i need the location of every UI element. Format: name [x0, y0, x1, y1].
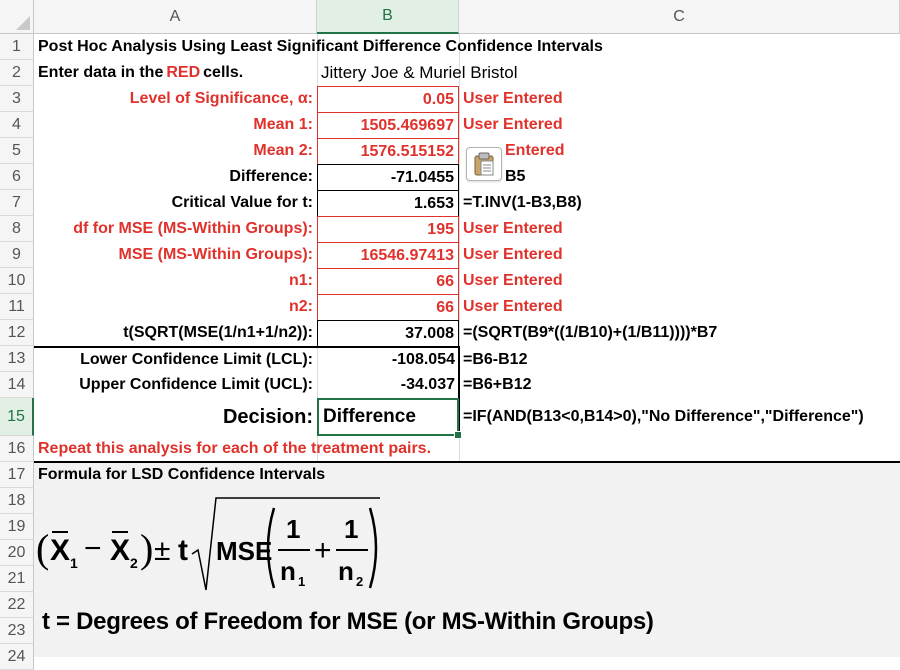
cell-b15-selected[interactable]: Difference [317, 398, 459, 436]
row-header[interactable]: 8 [0, 216, 34, 242]
cell-a2[interactable] [34, 60, 243, 86]
formula-dsub2: 2 [356, 574, 364, 589]
instruction-text-end: cells. [203, 64, 244, 81]
select-all-corner[interactable] [0, 0, 34, 34]
column-header-a[interactable]: A [34, 0, 317, 34]
cell-b8[interactable]: 195 [317, 216, 459, 243]
paste-options-button[interactable] [466, 147, 502, 181]
row-header[interactable]: 1 [0, 34, 34, 60]
cell-a13[interactable]: Lower Confidence Limit (LCL): [80, 351, 313, 368]
cell-c6[interactable]: B5 [505, 168, 526, 185]
formula-plus: + [314, 534, 332, 567]
row-header[interactable]: 5 [0, 138, 34, 164]
row-header[interactable]: 16 [0, 436, 34, 462]
cell-a12[interactable]: t(SQRT(MSE(1/n1+1/n2)): [123, 324, 313, 341]
formula-dsub1: 1 [298, 574, 306, 589]
cell-b4[interactable]: 1505.469697 [317, 112, 459, 139]
formula-den2: n [338, 556, 354, 586]
cell-a8[interactable]: df for MSE (MS-Within Groups): [73, 220, 313, 237]
red-keyword: RED [166, 64, 201, 81]
cell-a3[interactable]: Level of Significance, α: [129, 90, 313, 107]
formula-mse: MSE [216, 536, 273, 566]
cell-b14[interactable]: -34.037 [400, 376, 455, 393]
formula-right-paren: ) [140, 526, 154, 571]
lsd-formula [34, 490, 454, 600]
row-header[interactable]: 12 [0, 320, 34, 346]
cell-a14[interactable]: Upper Confidence Limit (UCL): [79, 376, 313, 393]
formula-plus-minus: ± [154, 534, 171, 567]
row-header[interactable]: 13 [0, 346, 34, 372]
cell-a16[interactable]: Repeat this analysis for each of the treatment pairs. [38, 440, 432, 457]
cell-c12[interactable]: =(SQRT(B9*((1/B10)+(1/B11))))*B7 [463, 324, 718, 341]
cell-c14[interactable]: =B6+B12 [463, 376, 532, 393]
column-header-c[interactable]: C [459, 0, 900, 34]
row-header[interactable]: 9 [0, 242, 34, 268]
row-header[interactable]: 20 [0, 540, 34, 566]
cell-c3[interactable]: User Entered [463, 90, 563, 107]
row-header[interactable]: 15 [0, 398, 34, 436]
cell-b7[interactable]: 1.653 [317, 190, 459, 217]
cell-a6[interactable]: Difference: [229, 168, 313, 185]
cell-b9[interactable]: 16546.97413 [317, 242, 459, 269]
row-header[interactable]: 18 [0, 488, 34, 514]
cell-a17[interactable]: Formula for LSD Confidence Intervals [38, 466, 326, 483]
row-header[interactable]: 4 [0, 112, 34, 138]
row-header[interactable]: 23 [0, 618, 34, 644]
cell-b13[interactable]: -108.054 [391, 351, 455, 368]
row-header[interactable]: 7 [0, 190, 34, 216]
formula-num1: 1 [286, 514, 301, 544]
formula-x1: X [50, 534, 71, 567]
cell-b2[interactable]: Jittery Joe & Muriel Bristol [321, 63, 518, 82]
cell-a23[interactable]: t = Degrees of Freedom for MSE (or MS-Within Groups) [42, 608, 654, 635]
cell-c11[interactable]: User Entered [463, 298, 563, 315]
cell-b6[interactable]: -71.0455 [317, 164, 459, 191]
formula-minus: − [84, 532, 102, 565]
row-header[interactable]: 21 [0, 566, 34, 592]
cell-c9[interactable]: User Entered [463, 246, 563, 263]
cell-a4[interactable]: Mean 1: [253, 116, 313, 133]
formula-sub2: 2 [130, 555, 138, 571]
cell-a5[interactable]: Mean 2: [253, 142, 313, 159]
row-header[interactable]: 3 [0, 86, 34, 112]
cell-c5[interactable]: Entered [505, 142, 565, 159]
cell-c13[interactable]: =B6-B12 [463, 351, 528, 368]
row-header[interactable]: 19 [0, 514, 34, 540]
cell-b11[interactable]: 66 [317, 294, 459, 321]
formula-sub1: 1 [70, 555, 78, 571]
formula-svg [34, 490, 454, 600]
cell-c15[interactable]: =IF(AND(B13<0,B14>0),"No Difference","Difference") [463, 408, 864, 425]
cell-a9[interactable]: MSE (MS-Within Groups): [118, 246, 313, 263]
row-header[interactable]: 11 [0, 294, 34, 320]
cell-a7[interactable]: Critical Value for t: [171, 194, 313, 211]
instruction-text: Enter data in the [38, 64, 164, 81]
formula-left-paren: ( [36, 526, 50, 571]
cell-b10[interactable]: 66 [317, 268, 459, 295]
cell-a1[interactable]: Post Hoc Analysis Using Least Significant Difference Confidence Intervals [38, 38, 603, 55]
cell-c7[interactable]: =T.INV(1-B3,B8) [463, 194, 582, 211]
row-header[interactable]: 17 [0, 462, 34, 488]
big-right-paren [370, 508, 376, 588]
formula-den1: n [280, 556, 296, 586]
formula-num2: 1 [344, 514, 359, 544]
row-header[interactable]: 10 [0, 268, 34, 294]
cell-c10[interactable]: User Entered [463, 272, 563, 289]
row-header[interactable]: 22 [0, 592, 34, 618]
cell-b5[interactable]: 1576.515152 [317, 138, 459, 165]
clipboard-icon [473, 152, 495, 176]
cell-a11[interactable]: n2: [289, 298, 313, 315]
cell-c4[interactable]: User Entered [463, 116, 563, 133]
formula-x2: X [110, 534, 131, 567]
row-header[interactable]: 6 [0, 164, 34, 190]
row-header[interactable]: 24 [0, 644, 34, 670]
row-header[interactable]: 2 [0, 60, 34, 86]
cell-b12[interactable]: 37.008 [317, 320, 459, 347]
column-header-b[interactable]: B [317, 0, 459, 34]
formula-t: t [178, 534, 188, 567]
cell-c8[interactable]: User Entered [463, 220, 563, 237]
cell-a15[interactable]: Decision: [222, 405, 313, 428]
row-header[interactable]: 14 [0, 372, 34, 398]
cell-a10[interactable]: n1: [289, 272, 313, 289]
cell-b3[interactable]: 0.05 [317, 86, 459, 113]
